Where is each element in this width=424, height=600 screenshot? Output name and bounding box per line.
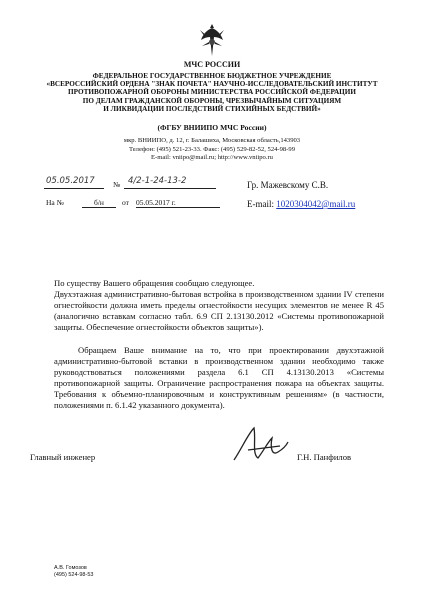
org-line: ПРОТИВОПОЖАРНОЙ ОБОРОНЫ МИНИСТЕРСТВА РОССИЙСКОЙ ФЕДЕРАЦИИ: [68, 88, 356, 97]
signer-position: Главный инженер: [30, 452, 96, 462]
date-underline: [44, 188, 104, 189]
mchs-emblem-icon: [197, 22, 227, 58]
org-line: ФЕДЕРАЛЬНОЕ ГОСУДАРСТВЕННОЕ БЮДЖЕТНОЕ УЧРЕЖДЕНИЕ: [92, 72, 332, 80]
org-line: ПО ДЕЛАМ ГРАЖДАНСКОЙ ОБОРОНЫ, ЧРЕЗВЫЧАЙНЫМ СИТУАЦИЯМ: [82, 96, 342, 105]
recipient-email-row: [247, 199, 355, 209]
org-email[interactable]: E-mail: vniipo@mail.ru; http://www.vniipo.ru: [151, 154, 273, 162]
recipient-email-label: E-mail:: [247, 199, 274, 209]
number-underline: [124, 188, 216, 189]
org-line: «ВСЕРОССИЙСКИЙ ОРДЕНА "ЗНАК ПОЧЕТА" НАУЧНО-ИССЛЕДОВАТЕЛЬСКИЙ ИНСТИТУТ: [46, 80, 378, 89]
org-name: МЧС РОССИИ: [183, 60, 241, 69]
ref-from: от: [122, 198, 129, 207]
executor-phone: (495) 524-98-53: [54, 572, 94, 578]
org-line: И ЛИКВИДАЦИИ ПОСЛЕДСТВИЙ СТИХИЙНЫХ БЕДСТВИЙ»: [103, 104, 321, 113]
handwritten-date: 05.05.2017: [46, 176, 95, 186]
executor-name: А.В. Гомозов: [54, 565, 87, 571]
ref-number: б/н: [82, 198, 116, 208]
intro-paragraph: По существу Вашего обращения сообщаю следующее.: [54, 278, 255, 288]
paragraph-1: Двухэтажная административно-бытовая встройка в производственном здании IV степени огнестойкости должна иметь пределы огнестойкости несущих элементов не менее R 45 (аналогично вставкам согласно табл. 6.9 СП 2.13130.2012 «Системы противопожарной защиты. Обеспечение огнестойкости объектов защиты»).: [54, 289, 384, 332]
recipient-email-link[interactable]: 1020304042@mail.ru: [276, 199, 356, 209]
handwritten-number: 4/2-1-24-13-2: [128, 176, 187, 186]
paragraph-2: Обращаем Ваше внимание на то, что при проектировании двухэтажной административно-бытовой вставки в производственном здании необходимо также руководствоваться положениями раздела 6.1 СП 4.13130.2013 «Системы противопожарной защиты. Ограничение распространения пожара на объектах защиты. Требования к объемно-планировочным и конструктивным решениям» (в частности, положениями п. 6.1.42 указанного документа).: [54, 345, 384, 410]
ref-date: 05.05.2017 г.: [136, 198, 220, 208]
org-short-name: (ФГБУ ВНИИПО МЧС России): [157, 123, 267, 132]
number-sign: №: [113, 180, 121, 189]
recipient-name: Гр. Мажевскому С.В.: [247, 180, 329, 190]
org-full-name: [0, 72, 424, 113]
handwritten-signature-icon: [228, 420, 292, 470]
contact-block: [0, 137, 424, 163]
org-address: мкр. ВНИИПО, д. 12, г. Балашиха, Московская область,143903: [123, 137, 301, 144]
ref-prefix: На №: [46, 198, 64, 207]
signer-name: Г.Н. Панфилов: [297, 452, 352, 462]
executor-block: [54, 565, 93, 579]
org-phone: Телефон: (495) 521-23-33. Факс: (495) 529-82-52, 524-98-99: [128, 145, 296, 153]
